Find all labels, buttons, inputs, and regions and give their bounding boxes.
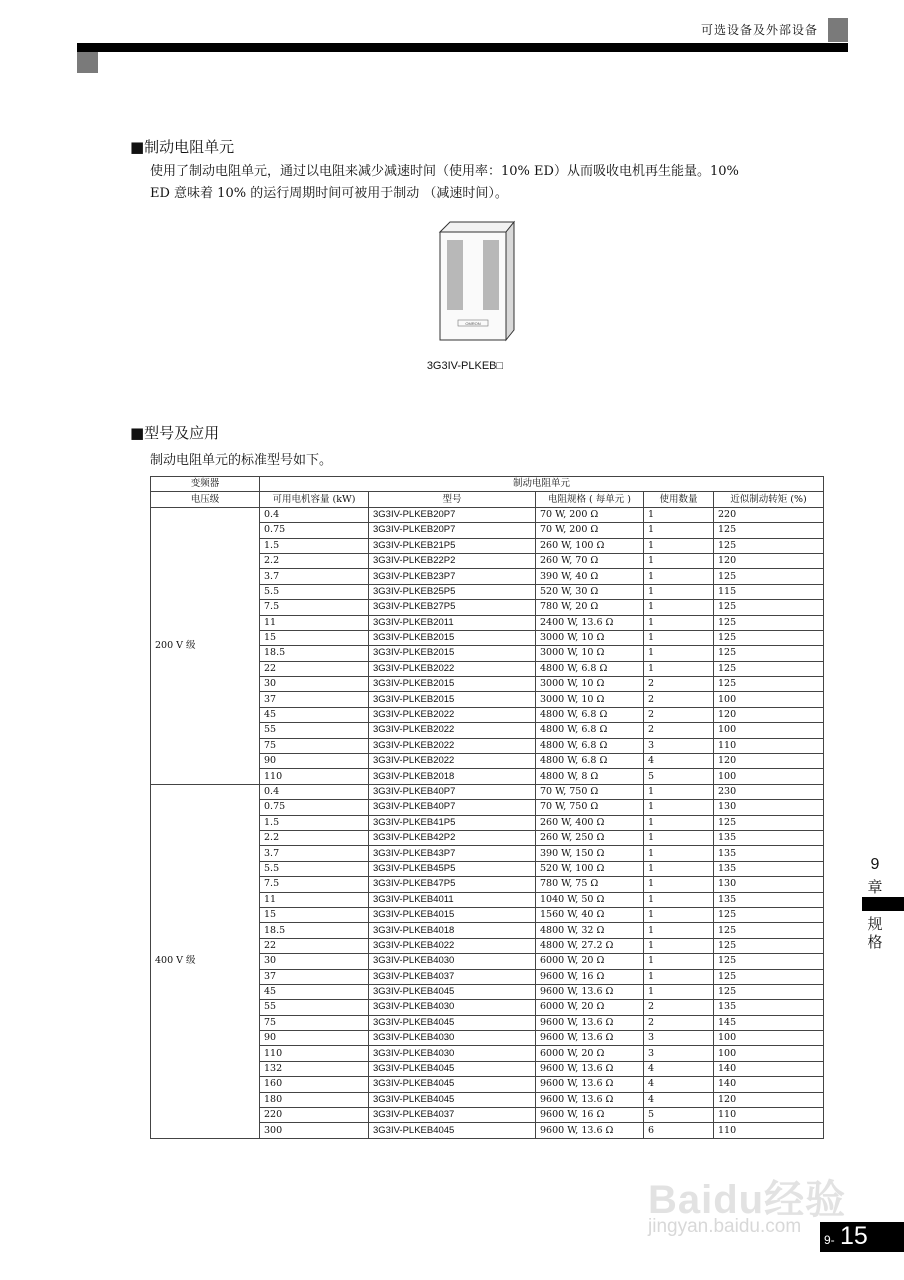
model-cell: 3G3IV-PLKEB20P7 (369, 523, 536, 538)
braking-resistor-unit-image (436, 220, 516, 345)
spec-cell: 70 W, 200 Ω (536, 507, 644, 522)
page-chapter-prefix: 9- (824, 1233, 835, 1247)
capacity-cell: 1.5 (260, 815, 369, 830)
torque-cell: 130 (714, 877, 824, 892)
torque-cell: 135 (714, 1000, 824, 1015)
qty-cell: 1 (644, 538, 714, 553)
product-nameplate-text: OMRON (465, 321, 481, 326)
torque-cell: 120 (714, 553, 824, 568)
torque-cell: 125 (714, 661, 824, 676)
capacity-cell: 220 (260, 1108, 369, 1123)
model-cell: 3G3IV-PLKEB45P5 (369, 861, 536, 876)
capacity-cell: 0.4 (260, 784, 369, 799)
model-cell: 3G3IV-PLKEB4037 (369, 1108, 536, 1123)
qty-cell: 1 (644, 861, 714, 876)
spec-cell: 390 W, 40 Ω (536, 569, 644, 584)
model-cell: 3G3IV-PLKEB4022 (369, 938, 536, 953)
page-number-box (820, 1222, 904, 1252)
spec-cell: 9600 W, 16 Ω (536, 1108, 644, 1123)
spec-cell: 3000 W, 10 Ω (536, 630, 644, 645)
qty-cell: 2 (644, 1015, 714, 1030)
torque-cell: 140 (714, 1077, 824, 1092)
model-cell: 3G3IV-PLKEB4045 (369, 1092, 536, 1107)
capacity-cell: 75 (260, 738, 369, 753)
qty-cell: 1 (644, 907, 714, 922)
spec-cell: 70 W, 200 Ω (536, 523, 644, 538)
spec-cell: 520 W, 30 Ω (536, 584, 644, 599)
table-body (151, 507, 824, 1138)
torque-cell: 125 (714, 938, 824, 953)
capacity-cell: 18.5 (260, 923, 369, 938)
capacity-cell: 22 (260, 661, 369, 676)
torque-cell: 125 (714, 646, 824, 661)
qty-cell: 1 (644, 846, 714, 861)
model-cell: 3G3IV-PLKEB4011 (369, 892, 536, 907)
qty-cell: 1 (644, 661, 714, 676)
capacity-cell: 11 (260, 892, 369, 907)
spec-cell: 9600 W, 13.6 Ω (536, 984, 644, 999)
model-cell: 3G3IV-PLKEB4045 (369, 1061, 536, 1076)
table-row (151, 784, 824, 799)
spec-cell: 260 W, 100 Ω (536, 538, 644, 553)
torque-cell: 115 (714, 584, 824, 599)
capacity-cell: 2.2 (260, 553, 369, 568)
torque-cell: 100 (714, 1031, 824, 1046)
torque-cell: 125 (714, 600, 824, 615)
section-title-models: ■型号及应用 (130, 424, 220, 442)
header-capacity: 可用电机容量 (kW) (260, 492, 369, 507)
model-cell: 3G3IV-PLKEB4030 (369, 1031, 536, 1046)
model-cell: 3G3IV-PLKEB27P5 (369, 600, 536, 615)
spec-cell: 390 W, 150 Ω (536, 846, 644, 861)
spec-cell: 780 W, 75 Ω (536, 877, 644, 892)
torque-cell: 220 (714, 507, 824, 522)
page-number: 15 (840, 1222, 868, 1250)
capacity-cell: 55 (260, 1000, 369, 1015)
torque-cell: 140 (714, 1061, 824, 1076)
model-cell: 3G3IV-PLKEB2018 (369, 769, 536, 784)
torque-cell: 230 (714, 784, 824, 799)
table-intro: 制动电阻单元的标准型号如下。 (150, 453, 333, 468)
capacity-cell: 7.5 (260, 877, 369, 892)
spec-cell: 9600 W, 13.6 Ω (536, 1077, 644, 1092)
chapter-title (862, 915, 888, 951)
header-spec: 电阻规格 ( 每单元 ) (536, 492, 644, 507)
capacity-cell: 90 (260, 1031, 369, 1046)
model-cell: 3G3IV-PLKEB23P7 (369, 569, 536, 584)
capacity-cell: 300 (260, 1123, 369, 1138)
qty-cell: 1 (644, 584, 714, 599)
torque-cell: 125 (714, 538, 824, 553)
capacity-cell: 132 (260, 1061, 369, 1076)
torque-cell: 125 (714, 954, 824, 969)
torque-cell: 125 (714, 615, 824, 630)
qty-cell: 4 (644, 1061, 714, 1076)
torque-cell: 135 (714, 892, 824, 907)
qty-cell: 2 (644, 1000, 714, 1015)
qty-cell: 3 (644, 1046, 714, 1061)
qty-cell: 1 (644, 784, 714, 799)
capacity-cell: 110 (260, 1046, 369, 1061)
header-inverter: 变频器 (151, 477, 260, 492)
torque-cell: 135 (714, 830, 824, 845)
qty-cell: 1 (644, 523, 714, 538)
model-cell: 3G3IV-PLKEB2015 (369, 692, 536, 707)
torque-cell: 100 (714, 769, 824, 784)
torque-cell: 125 (714, 677, 824, 692)
chapter-label: 章 (867, 878, 883, 896)
qty-cell: 1 (644, 800, 714, 815)
torque-cell: 110 (714, 738, 824, 753)
qty-cell: 1 (644, 892, 714, 907)
spec-cell: 4800 W, 6.8 Ω (536, 661, 644, 676)
qty-cell: 1 (644, 830, 714, 845)
spec-cell: 70 W, 750 Ω (536, 784, 644, 799)
model-cell: 3G3IV-PLKEB22P2 (369, 553, 536, 568)
qty-cell: 1 (644, 969, 714, 984)
torque-cell: 125 (714, 984, 824, 999)
figure-caption: 3G3IV-PLKEB□ (426, 360, 504, 372)
qty-cell: 2 (644, 677, 714, 692)
torque-cell: 110 (714, 1108, 824, 1123)
spec-cell: 4800 W, 27.2 Ω (536, 938, 644, 953)
qty-cell: 1 (644, 569, 714, 584)
model-cell: 3G3IV-PLKEB2022 (369, 738, 536, 753)
qty-cell: 1 (644, 954, 714, 969)
qty-cell: 4 (644, 1077, 714, 1092)
qty-cell: 1 (644, 984, 714, 999)
spec-cell: 9600 W, 13.6 Ω (536, 1015, 644, 1030)
capacity-cell: 3.7 (260, 846, 369, 861)
torque-cell: 110 (714, 1123, 824, 1138)
torque-cell: 145 (714, 1015, 824, 1030)
model-cell: 3G3IV-PLKEB41P5 (369, 815, 536, 830)
qty-cell: 2 (644, 692, 714, 707)
spec-cell: 3000 W, 10 Ω (536, 692, 644, 707)
spec-cell: 70 W, 750 Ω (536, 800, 644, 815)
capacity-cell: 22 (260, 938, 369, 953)
model-cell: 3G3IV-PLKEB2015 (369, 630, 536, 645)
torque-cell: 100 (714, 1046, 824, 1061)
torque-cell: 130 (714, 800, 824, 815)
capacity-cell: 30 (260, 954, 369, 969)
spec-cell: 1040 W, 50 Ω (536, 892, 644, 907)
spec-cell: 260 W, 70 Ω (536, 553, 644, 568)
spec-cell: 9600 W, 13.6 Ω (536, 1031, 644, 1046)
spec-cell: 260 W, 250 Ω (536, 830, 644, 845)
torque-cell: 100 (714, 723, 824, 738)
torque-cell: 125 (714, 815, 824, 830)
torque-cell: 125 (714, 923, 824, 938)
model-cell: 3G3IV-PLKEB20P7 (369, 507, 536, 522)
capacity-cell: 160 (260, 1077, 369, 1092)
model-cell: 3G3IV-PLKEB2022 (369, 754, 536, 769)
qty-cell: 1 (644, 553, 714, 568)
qty-cell: 4 (644, 1092, 714, 1107)
qty-cell: 1 (644, 877, 714, 892)
model-cell: 3G3IV-PLKEB4018 (369, 923, 536, 938)
model-cell: 3G3IV-PLKEB25P5 (369, 584, 536, 599)
capacity-cell: 37 (260, 969, 369, 984)
capacity-cell: 110 (260, 769, 369, 784)
spec-cell: 4800 W, 6.8 Ω (536, 738, 644, 753)
qty-cell: 5 (644, 769, 714, 784)
spec-cell: 4800 W, 6.8 Ω (536, 754, 644, 769)
qty-cell: 1 (644, 630, 714, 645)
model-cell: 3G3IV-PLKEB21P5 (369, 538, 536, 553)
torque-cell: 135 (714, 861, 824, 876)
table-row (151, 507, 824, 522)
capacity-cell: 15 (260, 907, 369, 922)
spec-cell: 780 W, 20 Ω (536, 600, 644, 615)
torque-cell: 120 (714, 754, 824, 769)
spec-cell: 4800 W, 6.8 Ω (536, 723, 644, 738)
header-model: 型号 (369, 492, 536, 507)
torque-cell: 125 (714, 569, 824, 584)
spec-cell: 3000 W, 10 Ω (536, 677, 644, 692)
chapter-title-text: 规 格 (867, 915, 883, 951)
torque-cell: 125 (714, 523, 824, 538)
model-cell: 3G3IV-PLKEB43P7 (369, 846, 536, 861)
torque-cell: 125 (714, 630, 824, 645)
model-cell: 3G3IV-PLKEB2011 (369, 615, 536, 630)
capacity-cell: 37 (260, 692, 369, 707)
model-cell: 3G3IV-PLKEB2022 (369, 661, 536, 676)
capacity-cell: 18.5 (260, 646, 369, 661)
voltage-class-cell: 400 V 级 (151, 784, 260, 1138)
model-cell: 3G3IV-PLKEB4030 (369, 1046, 536, 1061)
model-cell: 3G3IV-PLKEB47P5 (369, 877, 536, 892)
model-cell: 3G3IV-PLKEB4030 (369, 1000, 536, 1015)
capacity-cell: 15 (260, 630, 369, 645)
spec-cell: 9600 W, 13.6 Ω (536, 1061, 644, 1076)
model-cell: 3G3IV-PLKEB2015 (369, 677, 536, 692)
spec-cell: 6000 W, 20 Ω (536, 1000, 644, 1015)
model-cell: 3G3IV-PLKEB40P7 (369, 784, 536, 799)
header-marker (828, 18, 848, 42)
capacity-cell: 5.5 (260, 584, 369, 599)
chapter-number: 9 (870, 856, 880, 873)
model-cell: 3G3IV-PLKEB2022 (369, 723, 536, 738)
description-line-2: ED 意味着 10% 的运行周期时间可被用于制动 （减速时间）。 (150, 186, 508, 201)
torque-cell: 120 (714, 1092, 824, 1107)
qty-cell: 2 (644, 723, 714, 738)
braking-unit-table (150, 476, 824, 1139)
running-header-title: 可选设备及外部设备 (700, 23, 818, 37)
torque-cell: 125 (714, 907, 824, 922)
capacity-cell: 180 (260, 1092, 369, 1107)
spec-cell: 4800 W, 6.8 Ω (536, 707, 644, 722)
capacity-cell: 0.75 (260, 523, 369, 538)
qty-cell: 1 (644, 815, 714, 830)
capacity-cell: 0.4 (260, 507, 369, 522)
header-qty: 使用数量 (644, 492, 714, 507)
qty-cell: 1 (644, 615, 714, 630)
spec-cell: 260 W, 400 Ω (536, 815, 644, 830)
spec-cell: 9600 W, 16 Ω (536, 969, 644, 984)
qty-cell: 1 (644, 507, 714, 522)
qty-cell: 2 (644, 707, 714, 722)
section-description (150, 161, 822, 205)
capacity-cell: 1.5 (260, 538, 369, 553)
spec-cell: 9600 W, 13.6 Ω (536, 1092, 644, 1107)
capacity-cell: 5.5 (260, 861, 369, 876)
spec-cell: 520 W, 100 Ω (536, 861, 644, 876)
model-cell: 3G3IV-PLKEB4015 (369, 907, 536, 922)
spec-cell: 4800 W, 32 Ω (536, 923, 644, 938)
model-cell: 3G3IV-PLKEB2015 (369, 646, 536, 661)
model-cell: 3G3IV-PLKEB4045 (369, 1015, 536, 1030)
header-torque: 近似制动转矩 (%) (714, 492, 824, 507)
torque-cell: 135 (714, 846, 824, 861)
spec-cell: 1560 W, 40 Ω (536, 907, 644, 922)
qty-cell: 3 (644, 738, 714, 753)
spec-cell: 2400 W, 13.6 Ω (536, 615, 644, 630)
header-corner-marker (77, 52, 98, 73)
model-cell: 3G3IV-PLKEB4030 (369, 954, 536, 969)
capacity-cell: 3.7 (260, 569, 369, 584)
qty-cell: 1 (644, 923, 714, 938)
model-cell: 3G3IV-PLKEB4045 (369, 1077, 536, 1092)
model-cell: 3G3IV-PLKEB42P2 (369, 830, 536, 845)
spec-cell: 6000 W, 20 Ω (536, 954, 644, 969)
model-cell: 3G3IV-PLKEB4045 (369, 984, 536, 999)
capacity-cell: 0.75 (260, 800, 369, 815)
qty-cell: 1 (644, 600, 714, 615)
torque-cell: 120 (714, 707, 824, 722)
header-braking-unit: 制动电阻单元 (260, 477, 824, 492)
qty-cell: 1 (644, 938, 714, 953)
model-cell: 3G3IV-PLKEB4045 (369, 1123, 536, 1138)
capacity-cell: 90 (260, 754, 369, 769)
spec-cell: 3000 W, 10 Ω (536, 646, 644, 661)
description-line-1: 使用了制动电阻单元，通过以电阻来减少减速时间（使用率：10% ED）从而吸收电机再生能量。10% (150, 164, 739, 179)
qty-cell: 3 (644, 1031, 714, 1046)
qty-cell: 4 (644, 754, 714, 769)
capacity-cell: 55 (260, 723, 369, 738)
torque-cell: 100 (714, 692, 824, 707)
watermark-url: jingyan.baidu.com (648, 1216, 802, 1237)
qty-cell: 1 (644, 646, 714, 661)
capacity-cell: 7.5 (260, 600, 369, 615)
torque-cell: 125 (714, 969, 824, 984)
capacity-cell: 45 (260, 984, 369, 999)
model-cell: 3G3IV-PLKEB40P7 (369, 800, 536, 815)
header-voltage: 电压级 (151, 492, 260, 507)
capacity-cell: 75 (260, 1015, 369, 1030)
voltage-class-cell: 200 V 级 (151, 507, 260, 784)
spec-cell: 6000 W, 20 Ω (536, 1046, 644, 1061)
spec-cell: 9600 W, 13.6 Ω (536, 1123, 644, 1138)
model-cell: 3G3IV-PLKEB4037 (369, 969, 536, 984)
header-rule (77, 43, 848, 52)
model-cell: 3G3IV-PLKEB2022 (369, 707, 536, 722)
section-title-braking-unit: ■制动电阻单元 (130, 138, 235, 156)
watermark-logo: Baidu经验 (648, 1178, 847, 1222)
chapter-tab-bar (862, 897, 904, 911)
spec-cell: 4800 W, 8 Ω (536, 769, 644, 784)
qty-cell: 6 (644, 1123, 714, 1138)
capacity-cell: 2.2 (260, 830, 369, 845)
capacity-cell: 30 (260, 677, 369, 692)
capacity-cell: 45 (260, 707, 369, 722)
qty-cell: 5 (644, 1108, 714, 1123)
capacity-cell: 11 (260, 615, 369, 630)
